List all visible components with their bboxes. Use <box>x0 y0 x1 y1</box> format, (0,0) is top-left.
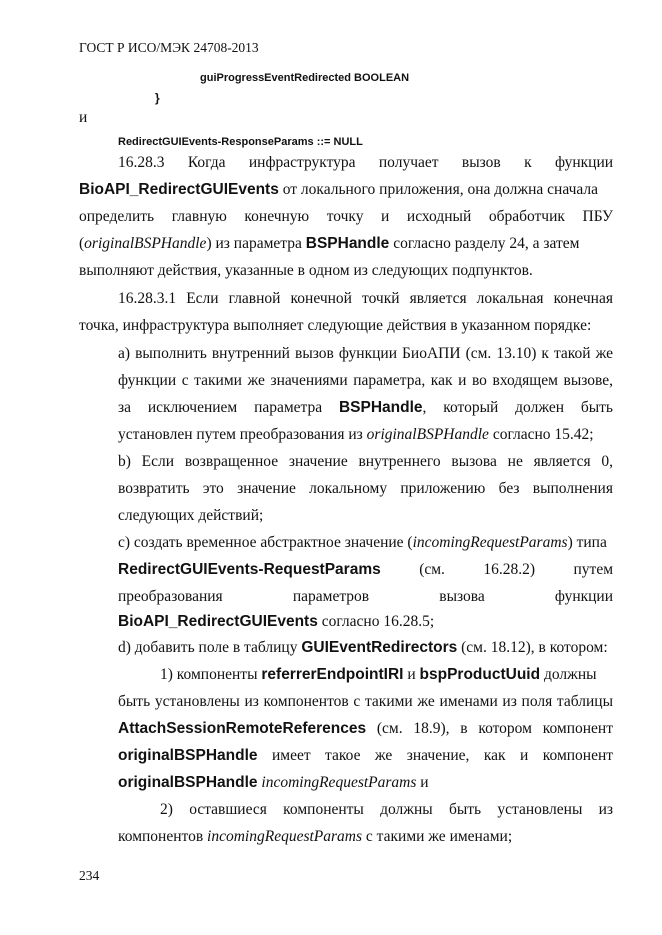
list-item-b: следующих действий; <box>118 507 264 524</box>
list-item-a: установлен путем преобразования из originalBSPHandle согласно 15.42; <box>118 426 594 443</box>
code-brace: } <box>155 91 160 105</box>
list-item-a: за исключением параметра BSPHandle, который должен быть <box>118 399 613 416</box>
list-item-b: возвратить это значение локальному приложению без выполнения <box>118 480 613 497</box>
list-item-c: преобразования параметров вызова функции <box>118 588 614 605</box>
code-line: RedirectGUIEvents-ResponseParams ::= NULL <box>118 136 363 148</box>
component-name: originalBSPHandle <box>118 747 258 764</box>
paragraph-line: BioAPI_RedirectGUIEvents от локального приложения, она должна сначала <box>79 181 599 198</box>
sub-item-2: 2) оставшиеся компоненты должны быть установлены из <box>160 801 614 818</box>
paragraph-line: 16.28.3.1 Если главной конечной точкй является локальная конечная <box>118 290 613 307</box>
list-item-d: d) добавить поле в таблицу GUIEventRedirectors (см. 18.12), в котором: <box>118 639 608 656</box>
code-line: guiProgressEventRedirected BOOLEAN <box>200 72 410 84</box>
list-item-c: RedirectGUIEvents-RequestParams (см. 16.28.2) путем <box>118 561 614 578</box>
list-item-c: BioAPI_RedirectGUIEvents согласно 16.28.5; <box>118 613 435 630</box>
sub-item-1: originalBSPHandle имеет такое же значение, как и компонент <box>118 747 614 764</box>
conjunction: и <box>79 109 88 126</box>
component-name: originalBSPHandle <box>118 774 258 791</box>
list-item-b: b) Если возвращенное значение внутреннего вызова не является 0, <box>118 453 613 470</box>
list-item-a: функции с такими же значениями параметра, как и во входящем вызове, <box>118 372 613 389</box>
function-name: BioAPI_RedirectGUIEvents <box>79 181 279 198</box>
paragraph-line: точка, инфраструктура выполняет следующие действия в указанном порядке: <box>79 317 592 334</box>
list-item-c: c) создать временное абстрактное значение (incomingRequestParams) типа <box>118 534 607 551</box>
function-name: BioAPI_RedirectGUIEvents <box>118 613 318 630</box>
table-name: AttachSessionRemoteReferences <box>118 720 367 737</box>
paragraph-line: выполняют действия, указанные в одном из следующих подпунктов. <box>79 262 533 279</box>
sub-item-1: AttachSessionRemoteReferences (см. 18.9), в котором компонент <box>118 720 613 737</box>
sub-item-1: 1) компоненты referrerEndpointIRI и bspProductUuid должны <box>160 666 597 683</box>
parameter-name: BSPHandle <box>305 235 390 252</box>
paragraph-line: 16.28.3 Когда инфраструктура получает вызов к функции <box>118 154 614 171</box>
list-item-a: a) выполнить внутренний вызов функции БиоАПИ (см. 13.10) к такой же <box>118 345 613 362</box>
paragraph-line: определить главную конечную точку и исходный обработчик ПБУ <box>79 208 614 225</box>
type-name: RedirectGUIEvents-RequestParams <box>118 561 381 578</box>
standard-header: ГОСТ Р ИСО/МЭК 24708-2013 <box>79 40 259 55</box>
sub-item-2: компонентов incomingRequestParams с такими же именами; <box>118 828 513 845</box>
table-name: GUIEventRedirectors <box>301 639 458 656</box>
sub-item-1: быть установлены из компонентов с такими же именами из поля таблицы <box>118 693 613 710</box>
sub-item-1: originalBSPHandle incomingRequestParams и <box>118 774 429 791</box>
paragraph-line: (originalBSPHandle) из параметра BSPHandle согласно разделу 24, а затем <box>79 235 580 252</box>
parameter-name: BSPHandle <box>338 399 423 416</box>
page-number: 234 <box>79 868 100 883</box>
